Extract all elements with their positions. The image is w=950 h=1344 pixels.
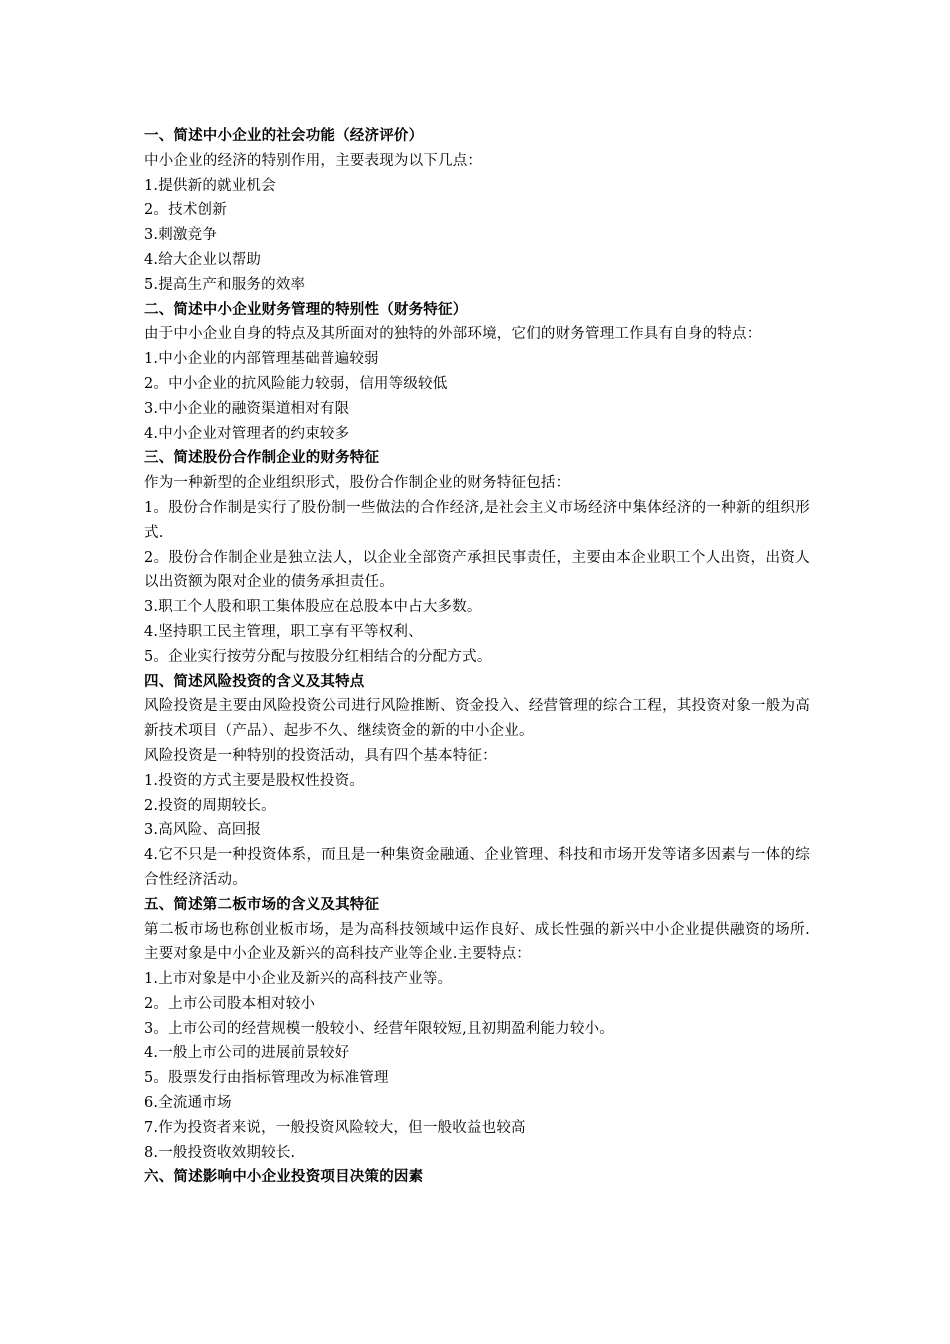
list-item: 3。上市公司的经营规模一般较小、经营年限较短,且初期盈利能力较小。 (144, 1020, 614, 1037)
list-item: 4.中小企业对管理者的约束较多 (144, 425, 350, 442)
list-item: 8.一般投资收效期较长. (144, 1144, 296, 1161)
section-heading: 二、简述中小企业财务管理的特别性（财务特征） (144, 300, 468, 318)
list-item: 2。股份合作制企业是独立法人，以企业全部资产承担民事责任，主要由本企业职工个人出资，出资人以出资额为限对企业的债务承担责任。 (144, 549, 810, 591)
section-heading: 五、简述第二板市场的含义及其特征 (144, 895, 380, 913)
section-heading: 三、简述股份合作制企业的财务特征 (144, 449, 380, 467)
list-item: 5。股票发行由指标管理改为标准管理 (144, 1070, 389, 1087)
list-item: 3.职工个人股和职工集体股应在总股本中占大多数。 (144, 599, 482, 616)
list-item: 2。技术创新 (144, 202, 227, 219)
paragraph-line: 中小企业的经济的特别作用，主要表现为以下几点： (144, 152, 483, 169)
paragraph-line: 风险投资是一种特别的投资活动，具有四个基本特征： (144, 747, 497, 764)
list-item: 5。企业实行按劳分配与按股分红相结合的分配方式。 (144, 648, 492, 665)
paragraph-line: 作为一种新型的企业组织形式，股份合作制企业的财务特征包括： (144, 475, 571, 492)
list-item: 3.中小企业的融资渠道相对有限 (144, 400, 350, 417)
document-body (144, 124, 810, 1190)
paragraph: 由于中小企业自身的特点及其所面对的独特的外部环境，它们的财务管理工作具有自身的特点： (144, 326, 762, 343)
list-item: 1.中小企业的内部管理基础普遍较弱 (144, 351, 379, 368)
list-item: 2.投资的周期较长。 (144, 797, 276, 814)
list-item: 1。股份合作制是实行了股份制一些做法的合作经济,是社会主义市场经济中集体经济的一种新的组织形式. (144, 499, 810, 541)
list-item: 4.坚持职工民主管理，职工享有平等权利、 (144, 623, 423, 640)
paragraph: 第二板市场也称创业板市场，是为高科技领域中运作良好、成长性强的新兴中小企业提供融资的场所.主要对象是中小企业及新兴的高科技产业等企业.主要特点： (144, 921, 810, 963)
list-item: 7.作为投资者来说，一般投资风险较大，但一般收益也较高 (144, 1119, 526, 1136)
list-item: 5.提高生产和服务的效率 (144, 276, 306, 293)
list-item: 1.投资的方式主要是股权性投资。 (144, 772, 365, 789)
list-item: 4.给大企业以帮助 (144, 251, 262, 268)
list-item: 2。中小企业的抗风险能力较弱，信用等级较低 (144, 375, 448, 392)
paragraph: 风险投资是主要由风险投资公司进行风险推断、资金投入、经营管理的综合工程，其投资对象一般为高新技术项目（产品）、起步不久、继续资金的新的中小企业。 (144, 698, 810, 740)
list-item: 4.它不只是一种投资体系，而且是一种集资金融通、企业管理、科技和市场开发等诸多因素与一体的综合性经济活动。 (144, 847, 810, 888)
section-heading: 六、简述影响中小企业投资项目决策的因素 (144, 1168, 424, 1186)
section-heading: 一、简述中小企业的社会功能（经济评价） (144, 127, 424, 144)
list-item: 1.提供新的就业机会 (144, 177, 276, 194)
list-item: 2。上市公司股本相对较小 (144, 995, 316, 1012)
list-item: 1.上市对象是中小企业及新兴的高科技产业等。 (144, 971, 453, 988)
section-heading: 四、简述风险投资的含义及其特点 (144, 672, 365, 690)
list-item: 6.全流通市场 (144, 1095, 232, 1112)
list-item: 3.高风险、高回报 (144, 822, 262, 839)
list-item: 3.刺激竞争 (144, 227, 218, 244)
list-item: 4.一般上市公司的进展前景较好 (144, 1045, 350, 1062)
